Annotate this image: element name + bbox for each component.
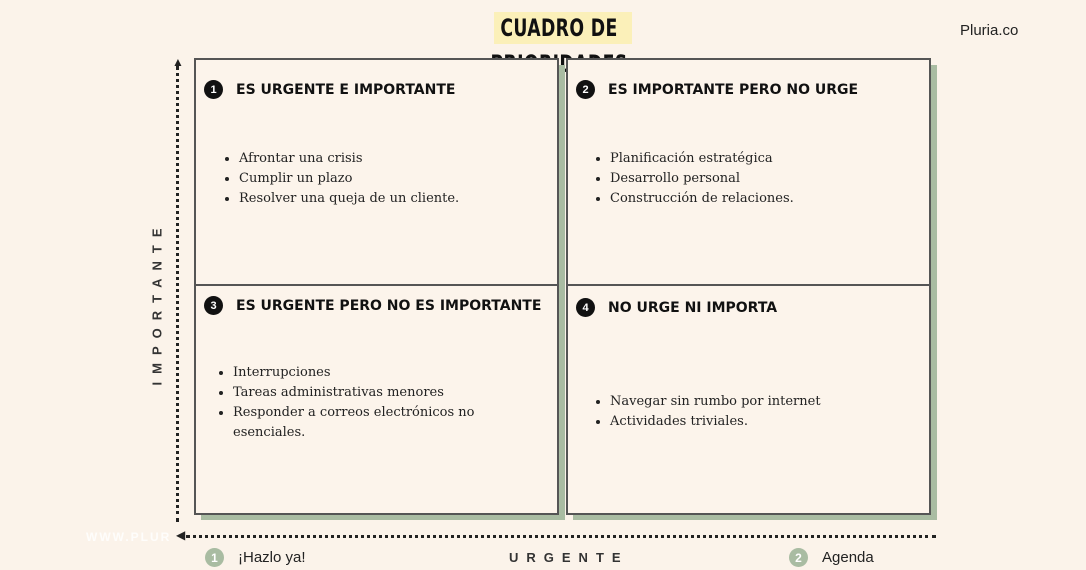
list-item: • Resolver una queja de un cliente. (239, 189, 459, 209)
page-title-wrap (448, 10, 670, 46)
quadrant-4-header (576, 298, 777, 317)
vertical-axis-line (176, 66, 179, 522)
quadrant-4 (566, 284, 931, 515)
list-item: • Afrontar una crisis (239, 149, 459, 169)
quadrant-2-list (592, 149, 794, 209)
quadrant-3 (194, 284, 559, 515)
list-item: • Interrupciones (233, 363, 533, 383)
vertical-axis-label: IMPORTANTE (149, 220, 165, 386)
list-item: • Actividades triviales. (610, 412, 821, 432)
quadrant-3-list (215, 363, 533, 443)
legend-number-badge: 2 (789, 548, 808, 567)
watermark-text: WWW.PLUR (86, 530, 172, 544)
list-item: • Responder a correos electrónicos no esenciales. (233, 403, 533, 443)
arrow-up-icon: ▲ (172, 55, 184, 69)
quadrant-1-number-badge: 1 (204, 80, 223, 99)
list-item: • Tareas administrativas menores (233, 383, 533, 403)
brand-logo-text: Pluria.co (960, 22, 1019, 39)
quadrant-4-list (592, 392, 821, 432)
horizontal-axis-line (186, 535, 936, 538)
legend-item-1 (205, 548, 306, 567)
page-title: CUADRO DE (500, 14, 618, 42)
legend-number-badge: 1 (205, 548, 224, 567)
quadrant-3-number-badge: 3 (204, 296, 223, 315)
list-item: • Desarrollo personal (610, 169, 794, 189)
quadrant-3-title: ES URGENTE PERO NO ES IMPORTANTE (236, 297, 542, 314)
list-item: • Planificación estratégica (610, 149, 794, 169)
arrow-left-icon: ◀ (176, 528, 186, 542)
list-item: • Construcción de relaciones. (610, 189, 794, 209)
legend-label: Agenda (822, 549, 874, 566)
legend-label: ¡Hazlo ya! (238, 549, 306, 566)
quadrant-1-title: ES URGENTE E IMPORTANTE (236, 81, 456, 98)
quadrant-1-list (221, 149, 459, 209)
quadrant-1 (194, 58, 559, 286)
legend-item-2 (789, 548, 874, 567)
quadrant-3-header (204, 296, 541, 315)
list-item: • Navegar sin rumbo por internet (610, 392, 821, 412)
quadrant-2 (566, 58, 931, 286)
quadrant-1-header (204, 80, 455, 99)
horizontal-axis-label: URGENTE (509, 550, 629, 565)
quadrant-4-title: NO URGE NI IMPORTA (608, 299, 778, 316)
quadrant-2-number-badge: 2 (576, 80, 595, 99)
quadrant-2-title: ES IMPORTANTE PERO NO URGE (608, 81, 859, 98)
list-item: • Cumplir un plazo (239, 169, 459, 189)
quadrant-2-header (576, 80, 858, 99)
quadrant-4-number-badge: 4 (576, 298, 595, 317)
